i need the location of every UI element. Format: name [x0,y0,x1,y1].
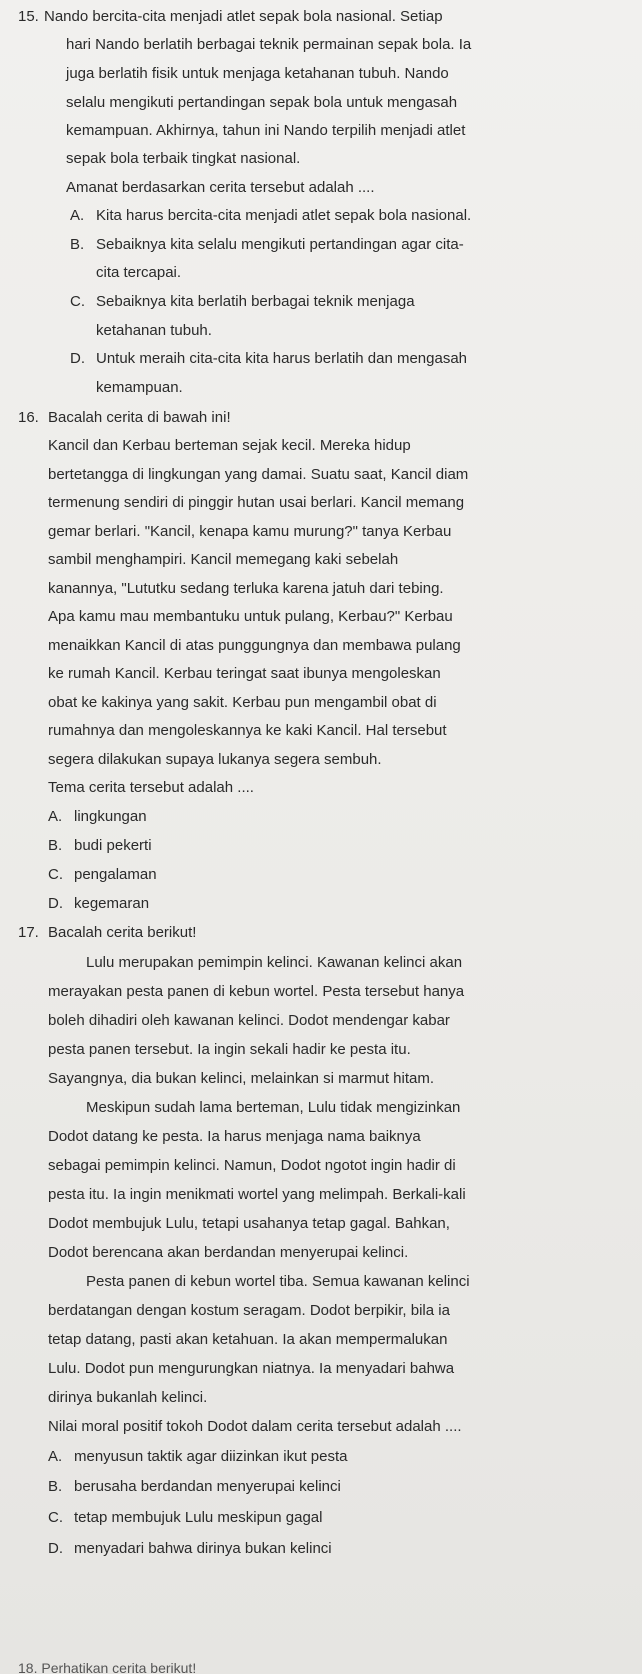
q17-option-b[interactable] [48,1478,341,1496]
option-letter: C. [48,866,63,883]
option-text: Sebaiknya kita berlatih berbagai teknik menjaga [96,293,415,310]
q17-option-c[interactable] [48,1509,322,1527]
q15-option-d-cont: kemampuan. [96,379,183,396]
q17-p3-line-1: Pesta panen di kebun wortel tiba. Semua kawanan kelinci [86,1273,470,1290]
q17-p2-line-3: sebagai pemimpin kelinci. Namun, Dodot ngotot ingin hadir di [48,1157,456,1174]
q16-story-line-11: rumahnya dan mengoleskannya ke kaki Kancil. Hal tersebut [48,722,447,739]
q16-intro: Bacalah cerita di bawah ini! [48,409,231,426]
option-letter: A. [48,808,63,825]
option-text: menyusun taktik agar diizinkan ikut pesta [74,1448,348,1465]
q17-p2-line-2: Dodot datang ke pesta. Ia harus menjaga nama baiknya [48,1128,421,1145]
option-text: tetap membujuk Lulu meskipun gagal [74,1509,323,1526]
q16-story-line-2: bertetangga di lingkungan yang damai. Suatu saat, Kancil diam [48,466,469,483]
q15-story-line-1: Nando bercita-cita menjadi atlet sepak bola nasional. Setiap [44,8,443,25]
option-text: berusaha berdandan menyerupai kelinci [74,1478,341,1495]
q17-intro: Bacalah cerita berikut! [48,924,197,941]
q17-p1-line-4: pesta panen tersebut. Ia ingin sekali hadir ke pesta itu. [48,1041,411,1058]
q16-option-b[interactable] [48,837,152,855]
option-letter: B. [70,236,85,253]
q15-story-line-6: sepak bola terbaik tingkat nasional. [66,150,301,167]
option-text: lingkungan [74,808,147,825]
option-letter: A. [70,207,85,224]
q18-header [18,1660,196,1674]
option-letter: B. [48,1478,63,1495]
q15-option-a[interactable] [70,207,471,225]
q17-option-a[interactable] [48,1448,347,1466]
q17-p3-line-3: tetap datang, pasti akan ketahuan. Ia akan mempermalukan [48,1331,448,1348]
q16-story-line-3: termenung sendiri di pinggir hutan usai berlari. Kancil memang [48,494,465,511]
option-text: budi pekerti [74,837,152,854]
q16-story-line-7: Apa kamu mau membantuku untuk pulang, Kerbau?" Kerbau [48,608,453,625]
q16-story-line-12: segera dilakukan supaya lukanya segera sembuh. [48,751,382,768]
option-letter: B. [48,837,63,854]
q15-story-line-5: kemampuan. Akhirnya, tahun ini Nando terpilih menjadi atlet [66,122,466,139]
option-letter: A. [48,1448,63,1465]
q17-p1-line-1: Lulu merupakan pemimpin kelinci. Kawanan kelinci akan [86,954,463,971]
q16-story-line-10: obat ke kakinya yang sakit. Kerbau pun mengambil obat di [48,694,437,711]
q17-number: 17. [18,924,39,941]
q17-p2-line-5: Dodot membujuk Lulu, tetapi usahanya tetap gagal. Bahkan, [48,1215,450,1232]
q17-p2-line-4: pesta itu. Ia ingin menikmati wortel yang melimpah. Berkali-kali [48,1186,466,1203]
q17-option-d[interactable] [48,1540,332,1558]
q16-option-a[interactable] [48,808,147,826]
q15-option-b[interactable] [70,236,464,254]
q16-story-line-8: menaikkan Kancil di atas punggungnya dan membawa pulang [48,637,461,654]
q17-p2-line-1: Meskipun sudah lama berteman, Lulu tidak mengizinkan [86,1099,461,1116]
q16-number: 16. [18,409,39,426]
q17-p1-line-3: boleh dihadiri oleh kawanan kelinci. Dodot mendengar kabar [48,1012,450,1029]
q15-story-line-4: selalu mengikuti pertandingan sepak bola untuk mengasah [66,94,458,111]
q17-question: Nilai moral positif tokoh Dodot dalam cerita tersebut adalah .... [48,1418,462,1435]
q17-p1-line-5: Sayangnya, dia bukan kelinci, melainkan si marmut hitam. [48,1070,435,1087]
option-letter: D. [48,1540,63,1557]
q16-option-c[interactable] [48,866,157,884]
q17-p2-line-6: Dodot berencana akan berdandan menyerupai kelinci. [48,1244,409,1261]
option-letter: C. [48,1509,63,1526]
option-text: Untuk meraih cita-cita kita harus berlatih dan mengasah [96,350,468,367]
q15-story-line-2: hari Nando berlatih berbagai teknik permainan sepak bola. Ia [66,36,472,53]
option-text: pengalaman [74,866,157,883]
q17-p1-line-2: merayakan pesta panen di kebun wortel. Pesta tersebut hanya [48,983,465,1000]
q16-question: Tema cerita tersebut adalah .... [48,779,254,796]
q16-story-line-6: kanannya, "Lututku sedang terluka karena jatuh dari tebing. [48,580,444,597]
option-text: Kita harus bercita-cita menjadi atlet sepak bola nasional. [96,207,472,224]
q16-option-d[interactable] [48,895,149,913]
q16-story-line-1: Kancil dan Kerbau berteman sejak kecil. Mereka hidup [48,437,411,454]
q17-p3-line-2: berdatangan dengan kostum seragam. Dodot berpikir, bila ia [48,1302,450,1319]
option-text: Sebaiknya kita selalu mengikuti pertandingan agar cita- [96,236,464,253]
q15-story-line-3: juga berlatih fisik untuk menjaga ketahanan tubuh. Nando [66,65,449,82]
q16-story-line-5: sambil menghampiri. Kancil memegang kaki sebelah [48,551,399,568]
q16-story-line-4: gemar berlari. "Kancil, kenapa kamu murung?" tanya Kerbau [48,523,452,540]
q17-p3-line-4: Lulu. Dodot pun mengurungkan niatnya. Ia menyadari bahwa [48,1360,455,1377]
option-letter: D. [48,895,63,912]
option-text: menyadari bahwa dirinya bukan kelinci [74,1540,332,1557]
q15-question: Amanat berdasarkan cerita tersebut adalah .... [66,179,375,196]
q15-option-b-cont: cita tercapai. [96,264,182,281]
q15-option-d[interactable] [70,350,467,368]
q15-number: 15. [18,8,39,25]
q16-story-line-9: ke rumah Kancil. Kerbau teringat saat ibunya mengoleskan [48,665,441,682]
q15-option-c-cont: ketahanan tubuh. [96,322,212,339]
q17-p3-line-5: dirinya bukanlah kelinci. [48,1389,208,1406]
q18-number: 18. [18,1660,38,1674]
q18-intro: Perhatikan cerita berikut! [41,1660,197,1674]
option-letter: D. [70,350,85,367]
option-letter: C. [70,293,85,310]
q15-option-c[interactable] [70,293,415,311]
option-text: kegemaran [74,895,150,912]
